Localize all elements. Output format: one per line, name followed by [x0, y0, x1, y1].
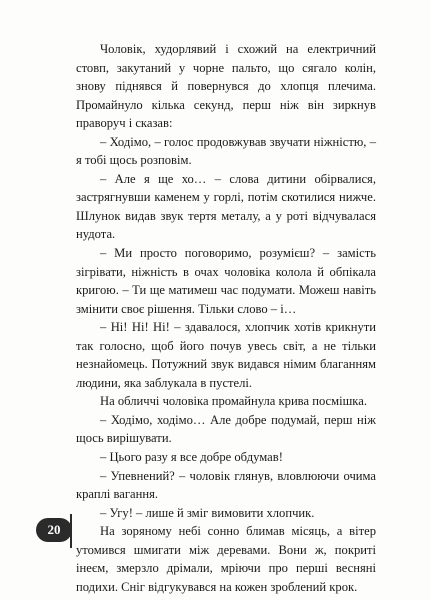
- paragraph: – Але я ще хо… – слова дитини обірвалися, застрягнувши каменем у горлі, потім скотилися нижче. Шлунок видав звук тертя металу, а у роті відчувалася нудота.: [76, 171, 376, 242]
- paragraph: На зоряному небі сонно блимав місяць, а вітер утомився шмигати між деревами. Вони ж, покриті інеєм, змерзло дрімали, мріючи про перші весняні подихи. Сніг відгукувався на кожен зроблений крок.: [76, 524, 376, 594]
- paragraph: – Ходімо, ходімо… Але добре подумай, перш ніж щось вирішувати.: [76, 412, 376, 446]
- paragraph: Чоловік, худорлявий і схожий на електричний стовп, закутаний у чорне пальто, що сягало колін, знову піднявся й повернувся до хлопця плечима. Промайнуло кілька секунд, перш ніж він зиркнув праворуч і сказав:: [76, 42, 376, 131]
- paragraph: – Ми просто поговоримо, розумієш? – замість зігрівати, ніжність в очах чоловіка колола й обпікала кригою. – Ти ще матимеш час подумати. Можеш навіть змінити своє рішення. Тільки слово – і…: [76, 246, 376, 316]
- paragraph: – Упевнений? – чоловік глянув, вловлюючи очима краплі вагання.: [76, 468, 376, 502]
- paragraph: – Ходімо, – голос продовжував звучати ніжністю, – я тобі щось розповім.: [76, 134, 376, 168]
- paragraph: На обличчі чоловіка промайнула крива посмішка.: [100, 394, 367, 409]
- paragraph: – Ні! Ні! Ні! – здавалося, хлопчик хотів крикнути так голосно, щоб його почув увесь світ, а не тільки незнайомець. Потужний звук видався німим благанням людини, яка заблукала в пустелі.: [76, 320, 376, 390]
- paragraph: – Цього разу я все добре обдумав!: [100, 450, 283, 465]
- paragraph: – Угу! – лише й зміг вимовити хлопчик.: [100, 505, 315, 520]
- page-number: 20: [36, 518, 72, 542]
- body-text: [76, 40, 376, 596]
